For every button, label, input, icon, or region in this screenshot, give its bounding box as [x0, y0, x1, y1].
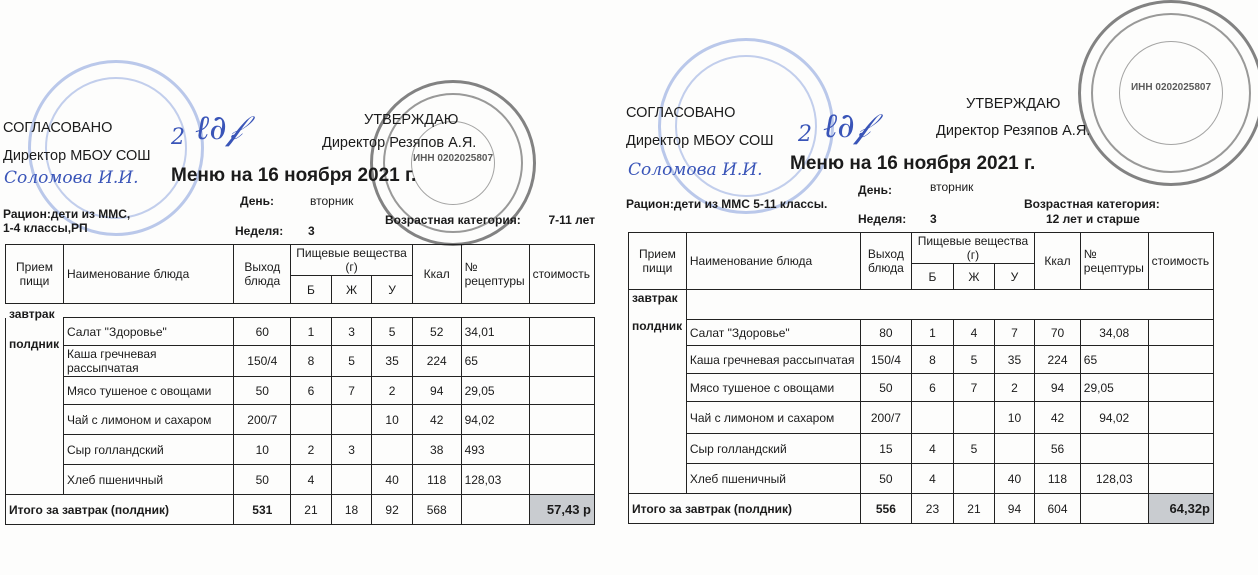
dish-name: Каша гречневая рассыпчатая	[63, 346, 233, 377]
total-zh: 18	[331, 495, 372, 525]
meal-snack: полдник	[9, 336, 60, 351]
u-cell: 35	[372, 346, 413, 377]
dish-name: Сыр голландский	[63, 435, 233, 465]
age-value: 7-11 лет	[548, 213, 595, 227]
recipe-cell: 128,03	[461, 465, 529, 495]
handwritten-name: Соломова И.И.	[628, 160, 763, 180]
kcal-cell: 52	[412, 318, 461, 346]
table-row	[6, 465, 595, 495]
u-cell: 2	[994, 374, 1035, 402]
header-nutrients: Пищевые вещества (г)	[291, 245, 413, 276]
total-label: Итого за завтрак (полдник)	[6, 495, 234, 525]
cost-cell	[529, 318, 594, 346]
dish-name: Мясо тушеное с овощами	[63, 377, 233, 405]
total-label: Итого за завтрак (полдник)	[629, 494, 861, 524]
total-b: 21	[291, 495, 332, 525]
approved-label: СОГЛАСОВАНО	[626, 105, 736, 121]
meal-breakfast: завтрак	[632, 291, 678, 305]
signature-scribble-icon: ℓ∂𝒻	[195, 108, 242, 148]
day-label: День:	[240, 194, 274, 208]
kcal-cell: 42	[1035, 402, 1081, 434]
zh-cell	[331, 465, 372, 495]
dish-name: Чай с лимоном и сахаром	[686, 402, 860, 434]
total-empty	[461, 495, 529, 525]
meal-snack: полдник	[632, 319, 683, 333]
b-cell: 6	[291, 377, 332, 405]
cost-cell	[1148, 374, 1213, 402]
table-row	[6, 435, 595, 465]
table-row	[6, 346, 595, 377]
dish-name: Салат "Здоровье"	[63, 318, 233, 346]
u-cell: 2	[372, 377, 413, 405]
u-cell	[994, 434, 1035, 464]
recipe-cell: 128,03	[1080, 464, 1148, 494]
recipe-cell: 94,02	[1080, 402, 1148, 434]
age-label: Возрастная категория:	[1024, 197, 1160, 211]
approve-label: УТВЕРЖДАЮ	[364, 112, 459, 128]
header-kcal: Ккал	[412, 245, 461, 304]
b-cell: 8	[911, 346, 954, 374]
cost-cell	[529, 377, 594, 405]
recipe-cell: 34,01	[461, 318, 529, 346]
recipe-cell: 29,05	[461, 377, 529, 405]
total-u: 94	[994, 494, 1035, 524]
table-row	[6, 318, 595, 346]
b-cell: 4	[911, 464, 954, 494]
header-portion: Выход блюда	[861, 233, 912, 290]
total-empty	[1080, 494, 1148, 524]
header-meal: Прием пищи	[6, 245, 64, 304]
zh-cell: 7	[954, 374, 995, 402]
u-cell: 10	[372, 405, 413, 435]
table-row	[629, 464, 1214, 494]
total-u: 92	[372, 495, 413, 525]
zh-cell	[954, 464, 995, 494]
menu-table	[5, 244, 595, 525]
zh-cell: 7	[331, 377, 372, 405]
cost-cell	[529, 346, 594, 377]
table-row	[629, 320, 1214, 346]
u-cell	[372, 435, 413, 465]
cost-cell	[529, 465, 594, 495]
header-zh: Ж	[954, 264, 995, 290]
director-school: Директор МБОУ СОШ	[626, 133, 774, 149]
director-name: Директор Резяпов А.Я.	[936, 123, 1091, 139]
signature-scribble-icon: ℓ∂𝒻	[823, 106, 870, 146]
portion-cell: 60	[234, 318, 291, 346]
cost-cell	[1148, 434, 1213, 464]
cost-cell	[1148, 320, 1213, 346]
cost-cell	[1148, 402, 1213, 434]
header-b: Б	[291, 276, 332, 304]
week-value: 3	[308, 224, 315, 238]
director-school: Директор МБОУ СОШ	[3, 148, 151, 164]
u-cell: 40	[372, 465, 413, 495]
header-cost: стоимость	[1148, 233, 1213, 290]
week-label: Неделя:	[235, 224, 284, 238]
ration-label: Рацион:дети из МMC 5-11 классы.	[626, 197, 828, 211]
recipe-cell: 94,02	[461, 405, 529, 435]
table-row	[629, 374, 1214, 402]
official-seal: ИНН 0202025807	[370, 80, 536, 246]
ration-label: Рацион:дети из МMC, 1-4 классы,РП	[3, 207, 131, 235]
total-b: 23	[911, 494, 954, 524]
recipe-cell: 29,05	[1080, 374, 1148, 402]
b-cell	[291, 405, 332, 435]
table-row	[629, 402, 1214, 434]
table-row	[629, 290, 1214, 320]
total-portion: 556	[861, 494, 912, 524]
week-label: Неделя:	[858, 212, 907, 226]
u-cell: 40	[994, 464, 1035, 494]
b-cell: 1	[911, 320, 954, 346]
portion-cell: 15	[861, 434, 912, 464]
table-row	[6, 405, 595, 435]
zh-cell: 5	[331, 346, 372, 377]
u-cell: 7	[994, 320, 1035, 346]
dish-name: Сыр голландский	[686, 434, 860, 464]
header-kcal: Ккал	[1035, 233, 1081, 290]
zh-cell: 4	[954, 320, 995, 346]
portion-cell: 50	[234, 465, 291, 495]
age-value: 12 лет и старше	[1046, 212, 1140, 226]
total-row	[6, 495, 595, 525]
table-row	[6, 377, 595, 405]
official-seal: ИНН 0202025807	[1078, 0, 1258, 186]
kcal-cell: 224	[412, 346, 461, 377]
recipe-cell: 34,08	[1080, 320, 1148, 346]
day-value: вторник	[930, 180, 974, 194]
zh-cell: 3	[331, 318, 372, 346]
week-value: 3	[930, 212, 937, 226]
total-zh: 21	[954, 494, 995, 524]
day-value: вторник	[310, 194, 354, 208]
portion-cell: 10	[234, 435, 291, 465]
header-recipe: № рецептуры	[1080, 233, 1148, 290]
recipe-cell	[1080, 434, 1148, 464]
portion-cell: 50	[861, 374, 912, 402]
portion-cell: 150/4	[861, 346, 912, 374]
cost-cell	[1148, 464, 1213, 494]
kcal-cell: 94	[1035, 374, 1081, 402]
director-name: Директор Резяпов А.Я.	[322, 135, 477, 151]
kcal-cell: 42	[412, 405, 461, 435]
header-portion: Выход блюда	[234, 245, 291, 304]
kcal-cell: 38	[412, 435, 461, 465]
header-dish: Наименование блюда	[63, 245, 233, 304]
kcal-cell: 94	[412, 377, 461, 405]
signature-number: 2	[798, 122, 812, 147]
zh-cell: 3	[331, 435, 372, 465]
cost-cell	[1148, 346, 1213, 374]
menu-document-right	[618, 0, 1258, 575]
header-dish: Наименование блюда	[686, 233, 860, 290]
table-row	[629, 434, 1214, 464]
dish-name: Хлеб пшеничный	[63, 465, 233, 495]
zh-cell	[954, 402, 995, 434]
portion-cell: 80	[861, 320, 912, 346]
age-label: Возрастная категория:	[385, 213, 521, 227]
menu-document-left	[0, 0, 600, 575]
b-cell	[911, 402, 954, 434]
total-kcal: 604	[1035, 494, 1081, 524]
day-label: День:	[858, 183, 892, 197]
portion-cell: 50	[234, 377, 291, 405]
cost-cell	[529, 435, 594, 465]
zh-cell: 5	[954, 346, 995, 374]
menu-title: Меню на 16 ноября 2021 г.	[790, 153, 1036, 174]
kcal-cell: 118	[412, 465, 461, 495]
b-cell: 2	[291, 435, 332, 465]
portion-cell: 150/4	[234, 346, 291, 377]
dish-name: Хлеб пшеничный	[686, 464, 860, 494]
b-cell: 8	[291, 346, 332, 377]
zh-cell: 5	[954, 434, 995, 464]
header-cost: стоимость	[529, 245, 594, 304]
menu-title: Меню на 16 ноября 2021 г.	[171, 165, 417, 186]
total-cost: 57,43 р	[529, 495, 594, 525]
u-cell: 10	[994, 402, 1035, 434]
menu-table	[628, 232, 1214, 524]
total-cost: 64,32р	[1148, 494, 1213, 524]
header-u: У	[372, 276, 413, 304]
meal-breakfast: завтрак	[9, 306, 55, 321]
header-recipe: № рецептуры	[461, 245, 529, 304]
b-cell: 1	[291, 318, 332, 346]
recipe-cell: 493	[461, 435, 529, 465]
dish-name: Чай с лимоном и сахаром	[63, 405, 233, 435]
portion-cell: 50	[861, 464, 912, 494]
approve-label: УТВЕРЖДАЮ	[966, 96, 1061, 112]
header-b: Б	[911, 264, 954, 290]
u-cell: 5	[372, 318, 413, 346]
total-row	[629, 494, 1214, 524]
u-cell: 35	[994, 346, 1035, 374]
kcal-cell: 56	[1035, 434, 1081, 464]
recipe-cell: 65	[1080, 346, 1148, 374]
cost-cell	[529, 405, 594, 435]
dish-name: Каша гречневая рассыпчатая	[686, 346, 860, 374]
handwritten-name: Соломова И.И.	[4, 168, 139, 188]
dish-name: Салат "Здоровье"	[686, 320, 860, 346]
b-cell: 6	[911, 374, 954, 402]
kcal-cell: 70	[1035, 320, 1081, 346]
dish-name: Мясо тушеное с овощами	[686, 374, 860, 402]
b-cell: 4	[291, 465, 332, 495]
signature-number: 2	[171, 125, 185, 150]
approved-label: СОГЛАСОВАНО	[3, 120, 113, 136]
table-row	[629, 346, 1214, 374]
total-kcal: 568	[412, 495, 461, 525]
kcal-cell: 224	[1035, 346, 1081, 374]
total-portion: 531	[234, 495, 291, 525]
header-nutrients: Пищевые вещества (г)	[911, 233, 1035, 264]
header-zh: Ж	[331, 276, 372, 304]
b-cell: 4	[911, 434, 954, 464]
header-meal: Прием пищи	[629, 233, 687, 290]
portion-cell: 200/7	[861, 402, 912, 434]
recipe-cell: 65	[461, 346, 529, 377]
header-u: У	[994, 264, 1035, 290]
kcal-cell: 118	[1035, 464, 1081, 494]
zh-cell	[331, 405, 372, 435]
portion-cell: 200/7	[234, 405, 291, 435]
